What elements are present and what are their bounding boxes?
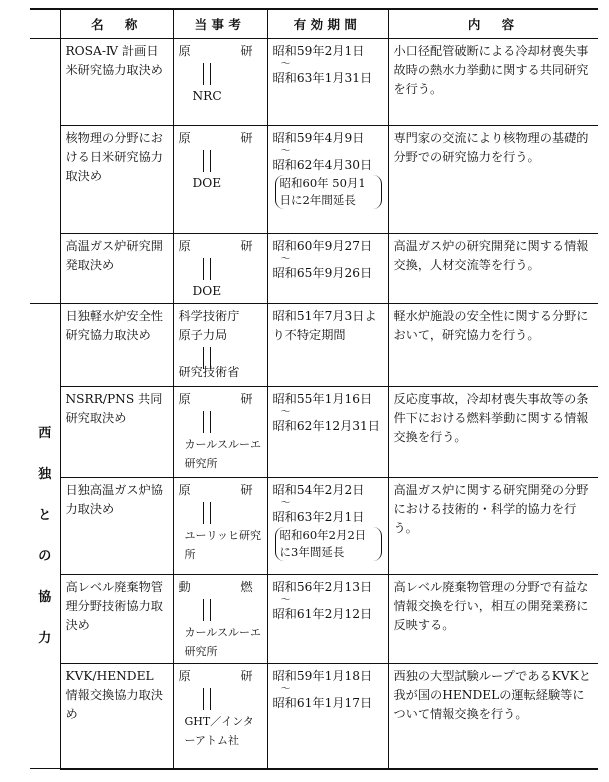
period-start: 昭和54年2月2日	[272, 483, 365, 497]
party-top-left: 原	[178, 131, 191, 145]
country-cell-us	[30, 39, 60, 304]
party-top-right: 研	[240, 239, 253, 253]
agreement-name: 日独軽水炉安全性研究協力取決め	[60, 304, 173, 387]
table-row	[30, 478, 598, 575]
agreement-content: 西独の大型試験ループであるKVKと我が国のHENDELの運転経験等について情報交換を行う。	[388, 664, 598, 769]
party-top-left: 科学技術庁原子力局	[178, 309, 240, 342]
period-cell	[267, 575, 388, 664]
party-connector	[179, 148, 263, 174]
party-connector	[179, 686, 263, 712]
period-cell	[267, 387, 388, 478]
period-cell	[267, 664, 388, 769]
table-row	[30, 126, 598, 234]
party-top-left: 原	[178, 392, 191, 406]
agreement-content: 専門家の交流により核物理の基礎的分野での研究協力を行う。	[388, 126, 598, 234]
period-separator: 〜	[280, 146, 291, 157]
period-start: 昭和55年1月16日	[272, 392, 373, 406]
agreement-content: 高温ガス炉の研究開発に関する情報交換，人材交流等を行う。	[388, 234, 598, 304]
agreement-name: 高温ガス炉研究開発取決め	[60, 234, 173, 304]
period-start: 昭和59年1月18日	[272, 669, 373, 683]
party-cell	[173, 126, 267, 234]
country-char: 力	[38, 631, 52, 646]
header-party: 当事考	[173, 9, 267, 39]
party-top-left: 原	[178, 483, 191, 497]
agreements-table	[30, 8, 598, 770]
agreement-content: 小口径配管破断による冷却材喪失事故時の熱水力挙動に関する共同研究を行う。	[388, 39, 598, 126]
party-cell	[173, 387, 267, 478]
party-connector	[179, 345, 263, 363]
period-end: 昭和63年2月1日	[272, 510, 365, 524]
agreement-name: NSRR/PNS 共同研究取決め	[60, 387, 173, 478]
agreement-name: 日独高温ガス炉協力取決め	[60, 478, 173, 575]
party-cell	[173, 478, 267, 575]
period-separator: 〜	[280, 407, 291, 418]
header-row	[30, 9, 598, 39]
party-bottom: カールスルーエ研究所	[184, 438, 261, 470]
period-start: 昭和56年2月13日	[272, 580, 373, 594]
country-cell-west-germany	[30, 304, 60, 769]
period-end: 昭和61年1月17日	[272, 696, 373, 710]
party-top-left: 原	[178, 239, 191, 253]
party-connector	[179, 61, 263, 87]
country-char: 協	[38, 590, 52, 605]
party-top-left: 動	[178, 580, 191, 594]
period-end: 昭和62年4月30日	[272, 158, 373, 172]
party-top-right: 研	[240, 669, 253, 683]
party-cell	[173, 39, 267, 126]
period-start: 昭和59年2月1日	[272, 44, 365, 58]
table-row	[30, 575, 598, 664]
period-start: 昭和60年9月27日	[272, 239, 373, 253]
period-cell	[267, 304, 388, 387]
party-bottom: GHT／インターアトム社	[184, 715, 254, 747]
period-extension-note: 昭和60年2月2日に3年間延長	[275, 527, 382, 561]
country-char: の	[38, 549, 52, 564]
party-connector	[179, 597, 263, 623]
table-row	[30, 304, 598, 387]
period-end: 昭和65年9月26日	[272, 266, 373, 280]
party-cell	[173, 304, 267, 387]
agreement-content: 反応度事故，冷却材喪失事故等の条件下における燃料挙動に関する情報交換を行う。	[388, 387, 598, 478]
party-top-right: 研	[240, 131, 253, 145]
table-row	[30, 234, 598, 304]
period-extension-note: 昭和60年 50月1日に2年間延長	[275, 175, 382, 209]
header-country	[30, 9, 60, 39]
period-end: 昭和62年12月31日	[272, 419, 380, 433]
period-start: 昭和59年4月9日	[272, 131, 365, 145]
agreement-content: 軽水炉施設の安全性に関する分野において，研究協力を行う。	[388, 304, 598, 387]
header-name: 名 称	[60, 9, 173, 39]
country-char: と	[38, 508, 52, 523]
period-cell	[267, 39, 388, 126]
party-bottom: DOE	[192, 284, 222, 298]
period-separator: 〜	[280, 498, 291, 509]
party-connector	[179, 500, 263, 526]
party-bottom: ユーリッヒ研究所	[184, 529, 262, 561]
header-content: 内 容	[388, 9, 598, 39]
period-cell	[267, 234, 388, 304]
party-bottom: NRC	[192, 89, 222, 103]
party-bottom: カールスルーエ研究所	[184, 626, 261, 658]
agreement-name: 核物理の分野における日米研究協力取決め	[60, 126, 173, 234]
period-start: 昭和51年7月3日より不特定期間	[272, 309, 377, 342]
party-cell	[173, 234, 267, 304]
party-top-right: 研	[240, 483, 253, 497]
party-top-right: 研	[240, 44, 253, 58]
header-period: 有効期間	[267, 9, 388, 39]
agreement-content: 高温ガス炉に関する研究開発の分野における技術的・科学的協力を行う。	[388, 478, 598, 575]
agreement-name: ROSA-Ⅳ 計画日米研究協力取決め	[60, 39, 173, 126]
table-row	[30, 39, 598, 126]
party-bottom: 研究技術省	[178, 365, 240, 379]
period-end: 昭和63年1月31日	[272, 71, 373, 85]
table-row	[30, 664, 598, 769]
party-top-left: 原	[178, 669, 191, 683]
country-char: 独	[38, 467, 52, 482]
country-char: 西	[38, 426, 52, 441]
party-top-left: 原	[178, 44, 191, 58]
party-connector	[179, 409, 263, 435]
party-top-right: 燃	[240, 580, 253, 594]
period-cell	[267, 126, 388, 234]
table-row	[30, 387, 598, 478]
period-separator: 〜	[280, 254, 291, 265]
party-cell	[173, 664, 267, 769]
period-separator: 〜	[280, 595, 291, 606]
agreement-content: 高レベル廃棄物管理の分野で有益な情報交換を行い，相互の開発業務に反映する。	[388, 575, 598, 664]
period-separator: 〜	[280, 59, 291, 70]
party-bottom: DOE	[192, 176, 222, 190]
agreement-name: 高レベル廃棄物管理分野技術協力取決め	[60, 575, 173, 664]
period-separator: 〜	[280, 684, 291, 695]
party-top-right: 研	[240, 392, 253, 406]
party-connector	[179, 256, 263, 282]
party-cell	[173, 575, 267, 664]
period-end: 昭和61年2月12日	[272, 607, 373, 621]
agreement-name: KVK/HENDEL 情報交換協力取決め	[60, 664, 173, 769]
period-cell	[267, 478, 388, 575]
